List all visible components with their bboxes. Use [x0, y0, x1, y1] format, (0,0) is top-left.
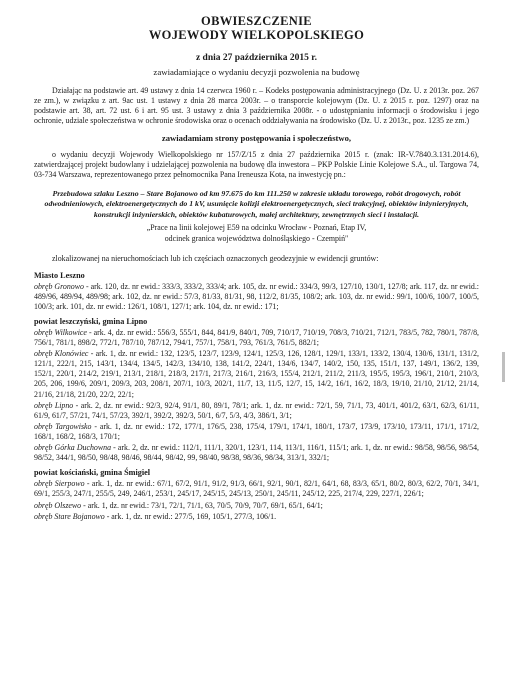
parcel-entry: [34, 422, 479, 442]
title-line-1: OBWIESZCZENIE: [201, 14, 312, 28]
region-section: [34, 468, 479, 521]
precinct-name: obręb Lipno: [34, 400, 74, 410]
parcel-entry: [34, 501, 479, 511]
parcel-entry: [34, 282, 479, 312]
precinct-name: obręb Górka Duchowna: [34, 443, 112, 453]
scan-edge-mark: [502, 352, 505, 382]
region-heading: powiat kościański, gmina Śmigiel: [34, 468, 151, 478]
parcel-entry: [34, 479, 479, 499]
location-intro: zlokalizowanej na nieruchomościach lub ich częściach oznaczonych geodezyjnie w ewidencji gruntów:: [52, 254, 379, 264]
document-subject: zawiadamiające o wydaniu decyzji pozwolenia na budowę: [153, 67, 360, 78]
parcel-list: - ark. 1, dz. nr ewid.: 172, 177/1, 176/5, 238, 175/4, 179/1, 174/1, 180/1, 173/7, 173/9, 173/10, 173/11, 171/1, 171/2, 168/1, 168/2, 168/3, 170/1;: [34, 421, 479, 441]
parcel-list: - ark. 120, dz. nr ewid.: 333/3, 333/2, 333/4; ark. 105, dz. nr ewid.: 334/3, 99/3, 127/10, 130/1, 127/8; ark. 117, dz. nr ewid.: 489/96, 489/94, 489/98; ark. 102, dz. nr ewid.: 57/3, 81/33, 81/31, 98, 112/2, 81/35, 108/2; ark. 103, dz. nr ewid.: 99/1, 100/6, 100/7, 100/5, 100/3; ark. 101, dz. nr ewid.: 126/1, 108/1, 127/1; ark. 104, dz. nr ewid.: 171;: [34, 281, 480, 311]
decision-paragraph: o wydaniu decyzji Wojewody Wielkopolskiego nr 157/Z/15 z dnia 27 października 2015 r. (znak: IR-V.7840.3.131.2014.6), zatwierdzającej projekt budowlany i udzielającej pozwolenia na budowę dla inwestora – PKP Polskie Linie Kolejowe S.A., ul. Targowa 74, 03-734 Warszawa, reprezentowanego przez pełnomocnika Pana Ireneusza Kota, na inwestycję pn.:: [34, 149, 479, 179]
project-name: Przebudowa szlaku Leszno – Stare Bojanowo od km 97.675 do km 111.250 w zakresie układu torowego, robót drogowych, robót odwodnieniowych, elektroenergetycznych do 1 kV, usunięcie kolizji elektroenergetycznych, sieci trakcyjnej, obiektów inżynieryjnych, konstrukcji inżynierskich, obiektów kubaturowych, małej architektury, zewnętrznych sieci i instalacji.: [44, 188, 469, 219]
precinct-name: obręb Klonówiec: [34, 349, 89, 359]
document-date: z dnia 27 października 2015 r.: [195, 53, 318, 63]
parcel-list: - ark. 2, dz. nr ewid.: 112/1, 111/1, 320/1, 123/1, 114, 113/1, 116/1, 115/1; ark. 1, dz. nr ewid.: 98/58, 98/56, 98/54, 98/52, 344/1, 98/50, 98/48, 98/46, 98/44, 98/42, 99, 98/40, 98/38, 98/36, 98/34, 313/1, 332/1;: [34, 443, 479, 463]
project-task-line-1: „Prace na linii kolejowej E59 na odcinku Wrocław - Poznań, Etap IV,: [146, 223, 367, 233]
project-task-line-2: odcinek granica województwa dolnośląskiego - Czempiń": [164, 233, 349, 243]
parcel-entry: [34, 349, 479, 399]
parcel-list: - ark. 2, dz. nr ewid.: 92/3, 92/4, 91/1, 80, 89/1, 78/1; ark. 1, dz. nr ewid.: 72/1, 59, 71/1, 73, 401/1, 401/2, 63/1, 62/3, 61/11, 61/9, 61/7, 57/21, 74/1, 57/23, 392/1, 392/2, 392/3, 50/1, 6/7, 5/3, 4/3, 386/1, 3/1;: [34, 400, 479, 420]
precinct-name: obręb Targowisko: [34, 421, 92, 431]
precinct-name: obręb Sierpowo: [34, 479, 85, 489]
precinct-name: obręb Gronowo: [34, 281, 84, 291]
parcel-entry: [34, 401, 479, 421]
parcel-list: - ark. 1, dz. nr ewid.: 277/5, 169, 105/1, 277/3, 106/1.: [104, 511, 277, 521]
region-heading: Miasto Leszno: [34, 270, 85, 280]
parcel-list: - ark. 1, dz. nr ewid.: 73/1, 72/1, 71/1, 63, 70/5, 70/9, 70/7, 69/1, 65/1, 64/1;: [81, 500, 323, 510]
title-line-2: WOJEWODY WIELKOPOLSKIEGO: [148, 28, 365, 42]
parcel-entry: [34, 512, 479, 522]
document-title: [34, 14, 479, 42]
precinct-name: obręb Wilkowice: [34, 328, 87, 337]
parcel-list: - ark. 1, dz. nr ewid.: 67/1, 67/2, 91/1, 91/2, 91/3, 66/1, 92/1, 90/1, 82/1, 64/1, 68, 83/3, 65/1, 80/2, 80/3, 62/2, 70/1, 34/1, 69/1, 255/3, 247/1, 255/5, 249, 246/1, 253/1, 245/17, 245/15, 245/13, 250/1, 245/11, 245/12, 225, 217/4, 229, 227/1, 226/1;: [34, 479, 479, 499]
parcel-entry: [34, 443, 479, 463]
legal-basis: Działając na podstawie art. 49 ustawy z dnia 14 czerwca 1960 r. – Kodeks postępowania administracyjnego (Dz. U. z 2013r. poz. 267 ze zm.), w związku z art. 9ac ust. 1 ustawy z dnia 28 marca 2003r. – o transporcie kolejowym (Dz. U. z 2015 r. poz. 1297) oraz na podstawie art. 38, art. 72 ust. 6 i art. 95 ust. 3 ustawy z dnia 3 października 2008r. - o udostępnianiu informacji o środowisku i jego ochronie, udziale społeczeństwa w ochronie środowiska oraz o ocenach oddziaływania na środowisko (Dz. U. z 2013r., poz. 1235 ze zm.): [34, 86, 479, 126]
region-section: [34, 271, 479, 312]
project-task: [34, 223, 479, 244]
precinct-name: obręb Olszewo: [34, 500, 82, 510]
precinct-name: obręb Stare Bojanowo: [34, 511, 105, 521]
notice-heading: zawiadamiam strony postępowania i społeczeństwo,: [161, 132, 352, 143]
region-section: [34, 317, 479, 463]
parcel-entry: [34, 328, 479, 348]
parcel-list: - ark. 1, dz. nr ewid.: 132, 123/5, 123/7, 123/9, 124/1, 125/3, 126, 128/1, 129/1, 133/1, 133/2, 130/4, 130/6, 131/1, 131/2, 121/1, 222/1, 215, 143/1, 134/4, 134/5, 142/3, 134/10, 138, 141/2, 224/1, 134/6, 134/7, 140/2, 150, 135, 151/1, 137, 149/1, 136/2, 139, 152/1, 220/1, 214/2, 219/1, 213/1, 218/1, 218/3, 217/1, 217/3, 216/1, 216/3, 155/4, 212/1, 211/2, 211/3, 195/5, 195/3, 196/1, 210/1, 210/3, 205, 206, 199/6, 209/1, 209/3, 203, 208/1, 207/1, 10/3, 202/1, 11/7, 13, 11/5, 12/7, 15, 14/2, 16/1, 16/2, 18/3, 19/10, 21/10, 21/12, 21/14, 21/16, 21/18, 21/20, 22/2, 22/1;: [34, 349, 480, 399]
region-heading: powiat leszczyński, gmina Lipno: [34, 316, 148, 326]
parcel-list: - ark. 4, dz. nr ewid.: 556/3, 555/1, 844, 841/9, 840/1, 709, 710/17, 710/19, 708/3, 710/21, 712/1, 783/5, 782, 780/1, 787/8, 756/1, 781/1, 898/2, 772/1, 787/10, 787/12, 794/1, 757/1, 758/1, 793, 761/3, 761/5, 882/1;: [34, 328, 479, 348]
